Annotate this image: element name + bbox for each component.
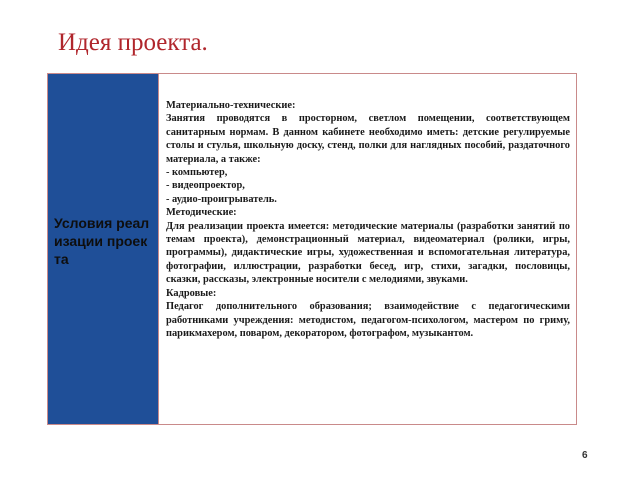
- methodical-text: Для реализации проекта имеется: методические материалы (разработки занятий по темам проекта), демонстрационный материал, видеоматериал (ролики, игры, программы), дидактические игры, художественная и вспомогательная литература, фотографии, иллюстрации, разработки бесед, игр, стихи, загадки, пословицы, сказки, рассказы, электронные носители с мелодиями, звуками.: [166, 220, 570, 286]
- equipment-item: - компьютер,: [166, 167, 228, 179]
- methodical-heading: Методические:: [166, 207, 237, 219]
- equipment-item: - аудио-проигрыватель.: [166, 193, 277, 205]
- material-heading: Материально-технические:: [166, 100, 296, 111]
- equipment-item: - видеопроектор,: [166, 180, 245, 192]
- material-text: Занятия проводятся в просторном, светлом помещении, соответствующем санитарным нормам. В данном кабинете необходимо иметь: детские регулируемые столы и стулья, школьную доску, стенд, полки для наглядных пособий, раздаточного материала, а также:: [166, 113, 570, 165]
- label-text: Условия реализации проекта: [54, 215, 150, 267]
- staff-text: Педагог дополнительного образования; взаимодействие с педагогическими работниками учреждения: методистом, педагогом-психологом, мастером по гриму, парикмахером, поваром, декоратором, фотографом, музыкантом.: [166, 301, 570, 339]
- staff-heading: Кадровые:: [166, 287, 217, 299]
- page-number: 6: [582, 450, 588, 461]
- conditions-table: [47, 73, 577, 425]
- slide-title: Идея проекта.: [58, 29, 208, 56]
- content-cell: [159, 74, 576, 424]
- label-cell: [48, 74, 159, 424]
